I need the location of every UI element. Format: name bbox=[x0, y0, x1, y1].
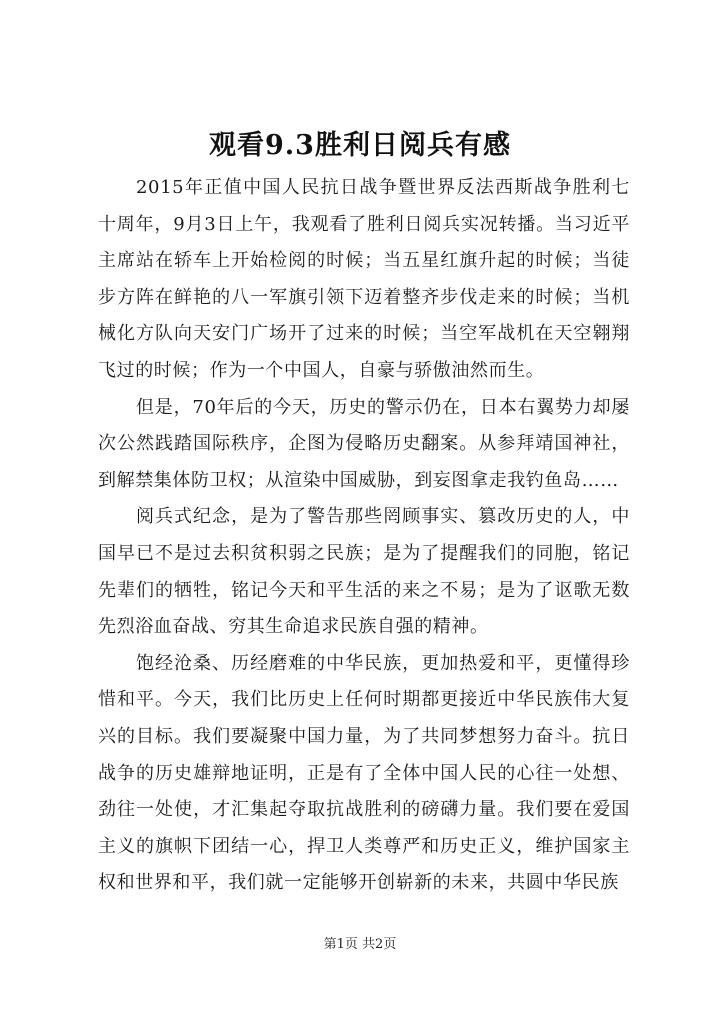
paragraph-2: 但是，70年后的今天，历史的警示仍在，日本右翼势力却屡次公然践踏国际秩序，企图为侵略历史翻案。从参拜靖国神社，到解禁集体防卫权；从渲染中国威胁，到妄图拿走我钓鱼岛…… bbox=[98, 396, 630, 491]
document-body bbox=[98, 170, 630, 902]
paragraph-4: 饱经沧桑、历经磨难的中华民族，更加热爱和平，更懂得珍惜和平。今天，我们比历史上任何时期都更接近中华民族伟大复兴的目标。我们要凝聚中国力量，为了共同梦想努力奋斗。抗日战争的历史雄辩地证明，正是有了全体中国人民的心往一处想、劲往一处使，才汇集起夺取抗战胜利的磅礴力量。我们要在爱国主义的旗帜下团结一心，捍卫人类尊严和历史正义，维护国家主权和世界和平，我们就一定能够开创崭新的未来，共圆中华民族 bbox=[98, 652, 630, 894]
paragraph-3: 阅兵式纪念，是为了警告那些罔顾事实、篡改历史的人，中国早已不是过去积贫积弱之民族；是为了提醒我们的同胞，铭记先辈们的牺牲，铭记今天和平生活的来之不易；是为了讴歌无数先烈浴血奋战、穷其生命追求民族自强的精神。 bbox=[98, 506, 630, 638]
document-title: 观看9.3胜利日阅兵有感 bbox=[209, 130, 511, 161]
paragraph-1: 2015年正值中国人民抗日战争暨世界反法西斯战争胜利七十周年，9月3日上午，我观看了胜利日阅兵实况转播。当习近平主席站在轿车上开始检阅的时候；当五星红旗升起的时候；当徒步方阵在鲜艳的八一军旗引领下迈着整齐步伐走来的时候；当机械化方队向天安门广场开了过来的时候；当空军战机在天空翱翔飞过的时候；作为一个中国人，自豪与骄傲油然而生。 bbox=[98, 177, 630, 381]
page-number-footer: 第1页 共2页 bbox=[323, 937, 397, 952]
